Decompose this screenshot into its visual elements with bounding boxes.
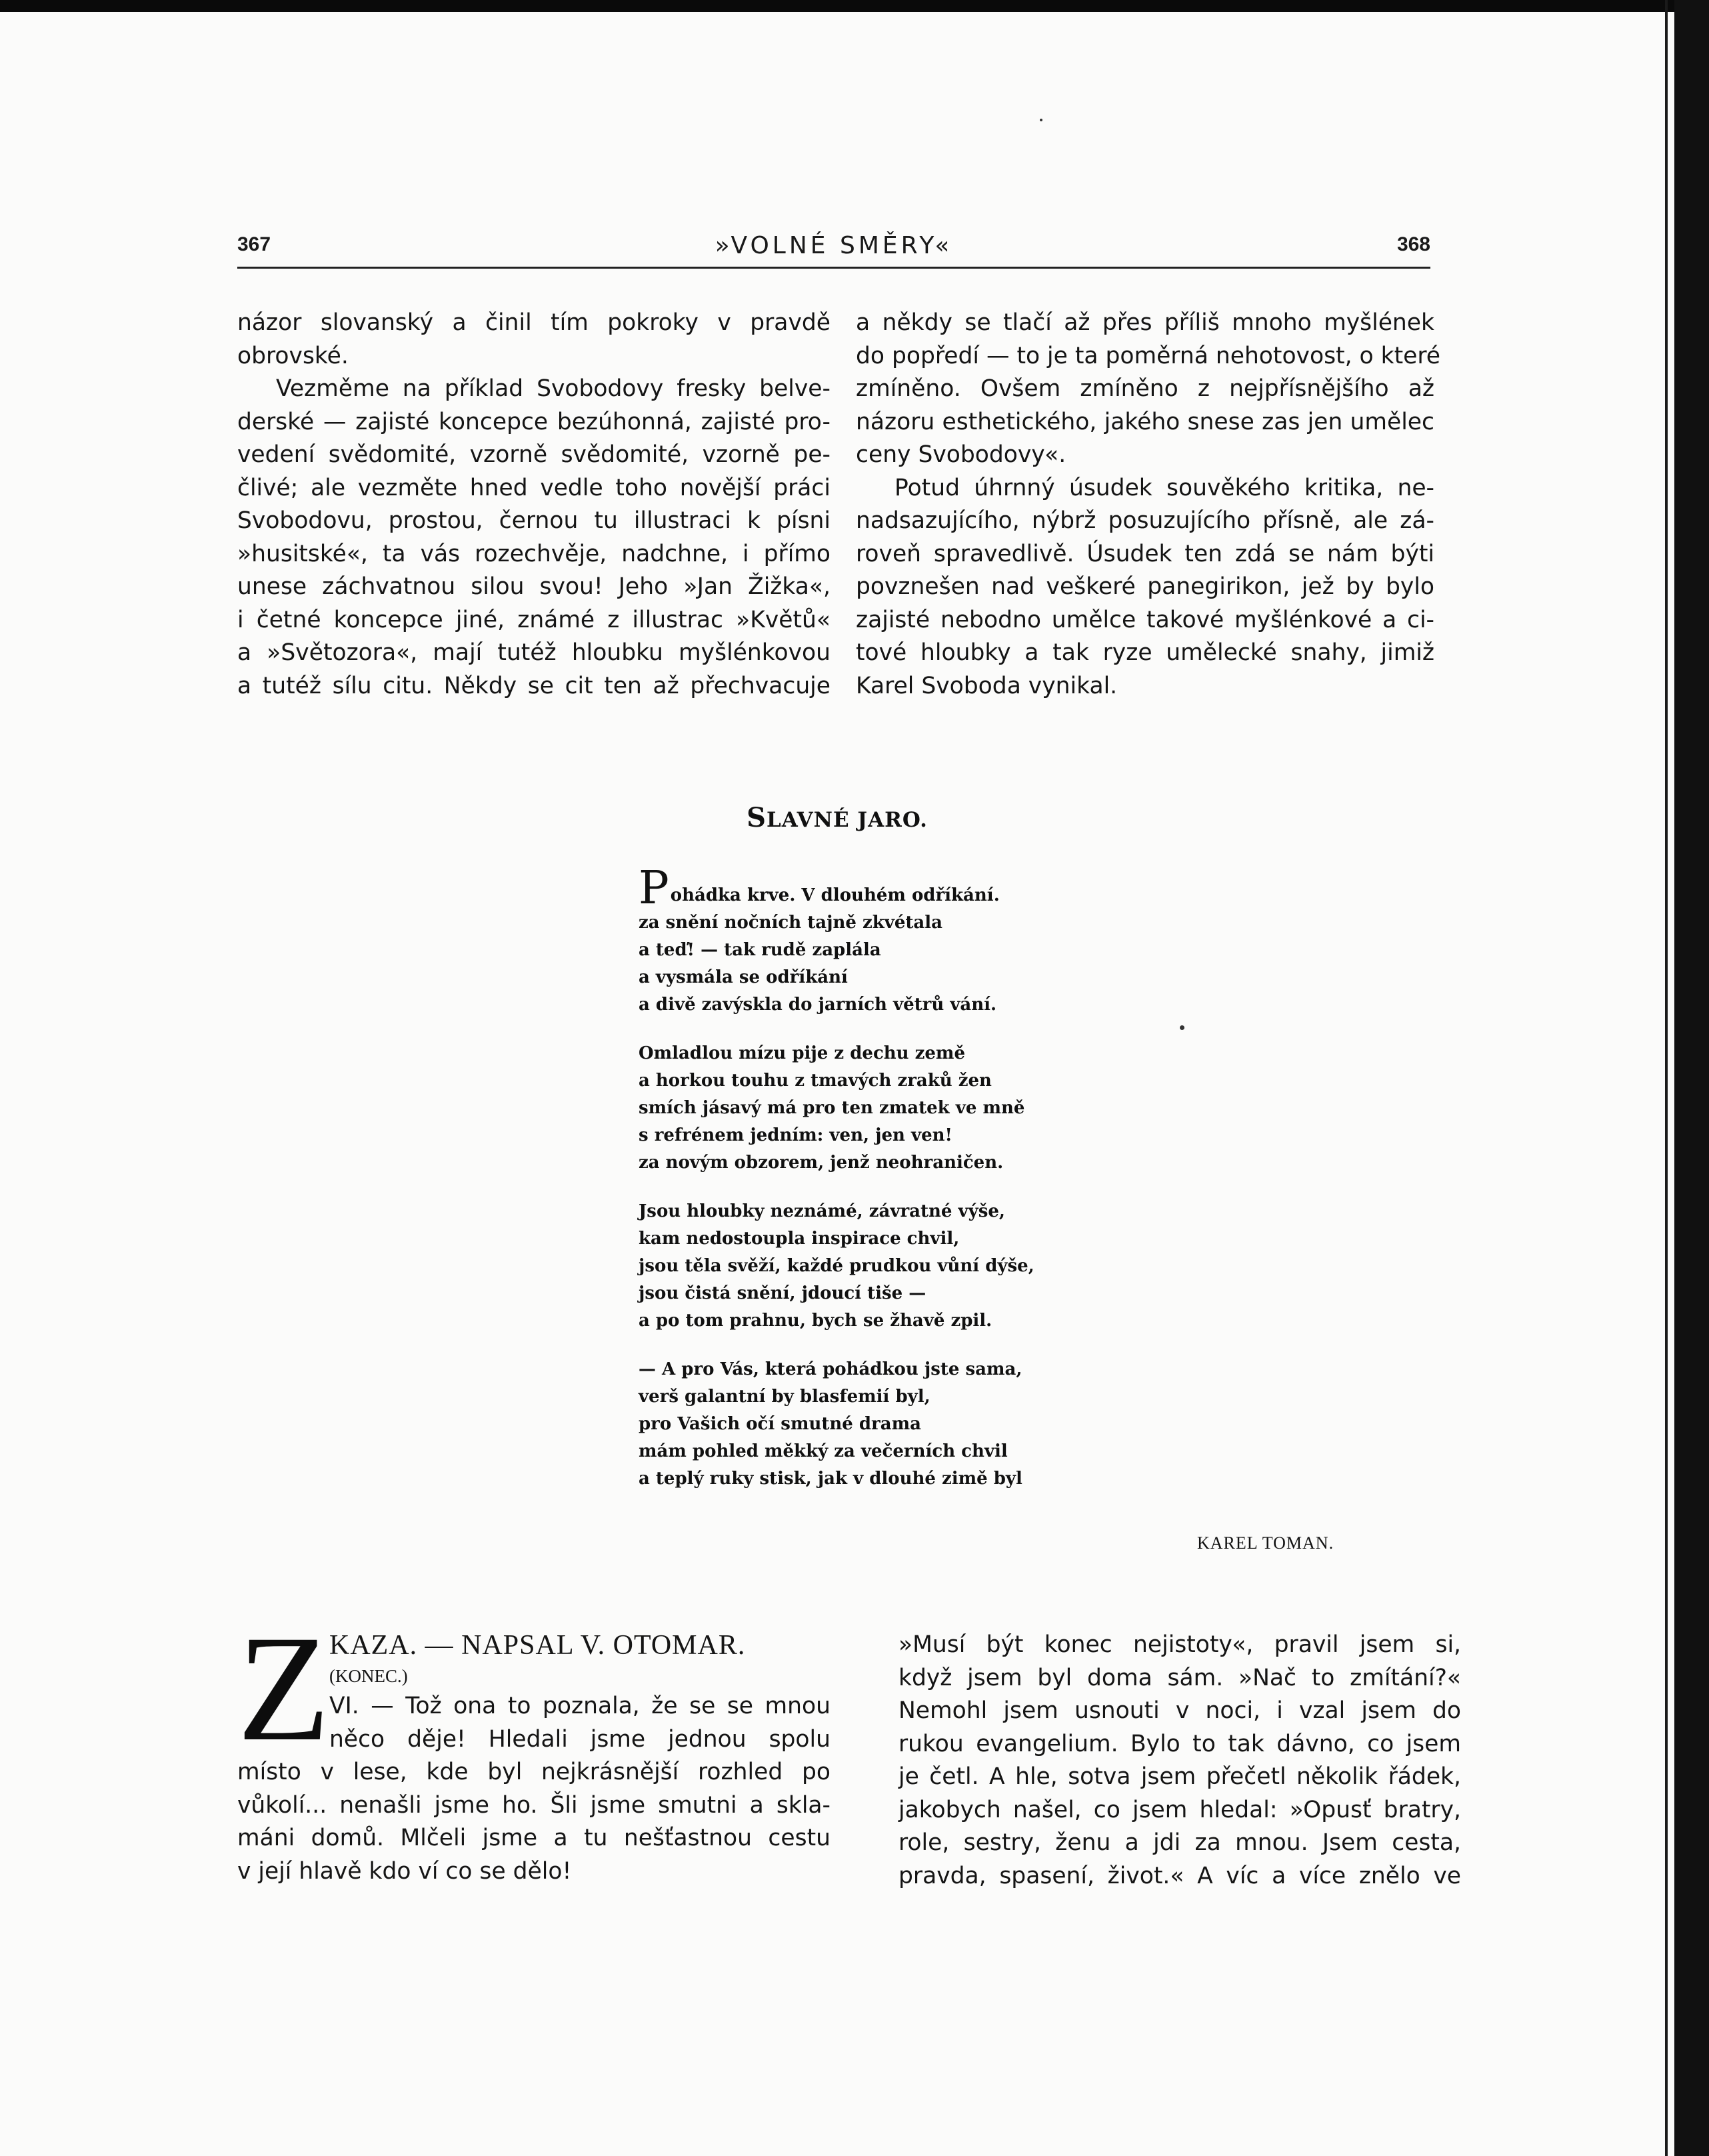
poem-line: — A pro Vás, která pohádkou jste sama, xyxy=(639,1359,1022,1379)
running-header xyxy=(237,232,1430,269)
text-line: a někdy se tlačí až přes příliš mnoho myšlének xyxy=(856,309,1434,336)
text-line: ceny Svobodovy«. xyxy=(856,441,1066,468)
text-line: »Musí být konec nejistoty«, pravil jsem si, xyxy=(898,1631,1461,1658)
text-line: VI. — Tož ona to poznala, že se se mnou xyxy=(329,1693,831,1719)
poem-line: kam nedostoupla inspirace chvil, xyxy=(639,1229,960,1249)
poem-stanza-3 xyxy=(639,1198,1105,1335)
text-line: pravda, spasení, život.« A víc a více znělo ve xyxy=(898,1862,1461,1889)
text-line: vůkolí... nenašli jsme ho. Šli jsme smutni a skla- xyxy=(237,1791,831,1819)
text-line: názoru esthetického, jakého snese zas jen umělec xyxy=(856,408,1434,435)
story-title: KAZA. — NAPSAL V. OTOMAR. xyxy=(329,1630,746,1661)
text-line: Nemohl jsem usnouti v noci, i vzal jsem do xyxy=(898,1697,1461,1724)
text-line: »husitské«, ta vás rozechvěje, nadchne, i přímo xyxy=(237,540,831,567)
poem-line: za snění nočních tajně zkvétala xyxy=(639,913,942,933)
text-line: v její hlavě kdo ví co se dělo! xyxy=(237,1857,572,1885)
poem-line: jsou těla svěží, každé prudkou vůní dýše, xyxy=(639,1256,1034,1276)
text-line: povznešen nad veškeré panegirikon, jež by bylo xyxy=(856,573,1434,600)
text-line: a »Světozora«, mají tutéž hloubku myšlénkovou xyxy=(237,639,831,666)
poem-line: za novým obzorem, jenž neohraničen. xyxy=(639,1153,1004,1173)
poem-line-text: ohádka krve. V dlouhém odříkání. xyxy=(670,885,1000,905)
poem-line xyxy=(639,862,1105,915)
text-line: obrovské. xyxy=(237,342,349,369)
text-line: názor slovanský a činil tím pokroky v pravdě xyxy=(237,309,831,336)
article-left-column xyxy=(237,307,831,703)
scan-edge xyxy=(1674,0,1709,2156)
poem-line: a vysmála se odříkání xyxy=(639,967,848,987)
text-line: Potud úhrnný úsudek souvěkého kritika, ne- xyxy=(894,474,1434,501)
story-heading-block xyxy=(329,1629,831,1756)
poem-stanza-2 xyxy=(639,1040,1105,1177)
text-line: když jsem byl doma sám. »Nač to zmítání?« xyxy=(898,1664,1461,1691)
poem-line: smích jásavý má pro ten zmatek ve mně xyxy=(639,1098,1025,1118)
poem-line: pro Vašich očí smutné drama xyxy=(639,1414,921,1434)
text-line: tové hloubky a tak ryze umělecké snahy, jimiž xyxy=(856,639,1434,666)
text-line: Svobodovu, prostou, černou tu illustraci k písni xyxy=(237,507,831,534)
text-line: roveň spravedlivě. Úsudek ten zdá se nám býti xyxy=(856,540,1434,567)
story-left-column xyxy=(237,1629,831,1888)
text-line: Karel Svoboda vynikal. xyxy=(856,672,1118,699)
poem-line: s refrénem jedním: ven, jen ven! xyxy=(639,1125,952,1145)
text-line: člivé; ale vezměte hned vedle toho novější práci xyxy=(237,474,831,501)
poem-line: a teplý ruky stisk, jak v dlouhé zimě byl xyxy=(639,1469,1022,1489)
journal-title: »VOLNÉ SMĚRY« xyxy=(715,232,953,259)
text-line: něco děje! Hledali jsme jednou spolu xyxy=(329,1725,831,1753)
scan-edge-line xyxy=(1665,0,1668,2156)
poem-line: Jsou hloubky neznámé, závratné výše, xyxy=(639,1201,1005,1221)
story-subtitle: (KONEC.) xyxy=(329,1666,408,1686)
poem-line: a horkou touhu z tmavých zraků žen xyxy=(639,1071,992,1091)
poem-body xyxy=(639,862,1105,1514)
page-number-left: 367 xyxy=(237,233,271,255)
poem-line: a teď! — tak rudě zaplála xyxy=(639,940,881,960)
poem-line: Omladlou mízu pije z dechu země xyxy=(639,1043,965,1063)
text-line: vedení svědomité, vzorně svědomité, vzorně pe- xyxy=(237,441,831,468)
document-page xyxy=(0,12,1674,2156)
paper-speck xyxy=(1180,1025,1184,1030)
text-line: nadsazujícího, nýbrž posuzujícího přísně, ale zá- xyxy=(856,507,1434,534)
text-line: derské — zajisté koncepce bezúhonná, zajisté pro- xyxy=(237,408,831,435)
poem-line: a divě zavýskla do jarních větrů vání. xyxy=(639,995,997,1015)
poem-line: jsou čistá snění, jdoucí tiše — xyxy=(639,1283,926,1303)
text-line: unese záchvatnou silou svou! Jeho »Jan Žižka«, xyxy=(237,573,831,600)
poem-line: verš galantní by blasfemií byl, xyxy=(639,1387,930,1407)
poem-initial: P xyxy=(639,862,669,915)
poem-author: KAREL TOMAN. xyxy=(1197,1533,1334,1553)
text-line: místo v lese, kde byl nejkrásnější rozhled po xyxy=(237,1759,831,1785)
text-line: do popředí — to je ta poměrná nehotovost, o které xyxy=(856,342,1440,369)
paper-speck xyxy=(1040,119,1042,121)
poem-stanza-4 xyxy=(639,1356,1105,1493)
story-right-column xyxy=(898,1629,1461,1893)
text-line: jakobych našel, co jsem hledal: »Opusť bratry, xyxy=(898,1796,1461,1823)
text-line: rukou evangelium. Bylo to tak dávno, co jsem xyxy=(898,1730,1461,1757)
story-dropcap: Z xyxy=(237,1605,331,1773)
text-line: a tutéž sílu citu. Někdy se cit ten až přechvacuje xyxy=(237,672,831,699)
text-line: zmíněno. Ovšem zmíněno z nejpřísnějšího až xyxy=(856,375,1434,402)
text-line: i četné koncepce jiné, známé z illustrac »Květů« xyxy=(237,606,831,633)
page-number-right: 368 xyxy=(1396,233,1430,255)
article-right-column xyxy=(856,307,1440,703)
text-line: role, sestry, ženu a jdi za mnou. Jsem cesta, xyxy=(898,1829,1461,1856)
poem-line: a po tom prahnu, bych se žhavě zpil. xyxy=(639,1311,992,1331)
text-line: je četl. A hle, sotva jsem přečetl několik řádek, xyxy=(898,1763,1461,1790)
text-line: máni domů. Mlčeli jsme a tu nešťastnou cestu xyxy=(237,1825,831,1851)
poem-stanza-1 xyxy=(639,862,1105,1019)
poem-title xyxy=(0,802,1674,833)
poem-title-initial: S xyxy=(747,802,767,833)
text-line: zajisté nebodno umělce takové myšlénkové a ci- xyxy=(856,606,1434,633)
poem-title-rest: LAVNÉ JARO. xyxy=(767,808,928,832)
text-line: Vezměme na příklad Svobodovy fresky belve- xyxy=(276,375,831,402)
poem-line: mám pohled měkký za večerních chvil xyxy=(639,1441,1008,1461)
